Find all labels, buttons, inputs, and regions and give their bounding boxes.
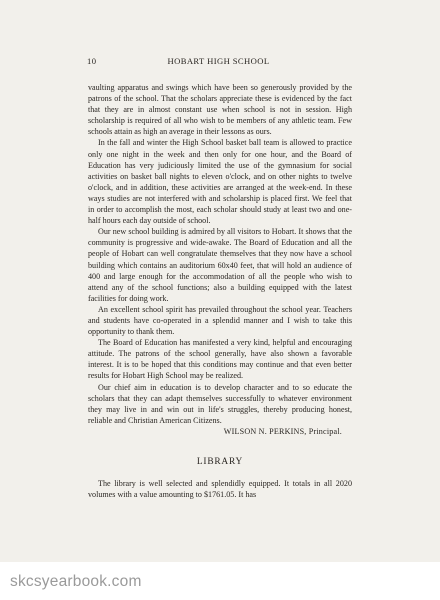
paragraph-aim: Our chief aim in education is to develop character and to so educate the scholars that they can adapt themselves successfully to whatever environment they may live in and win out in life's struggles, thereby producing honest, reliable and Christian American Citizens. bbox=[88, 382, 352, 425]
running-title: HOBART HIGH SCHOOL bbox=[167, 56, 270, 66]
paragraph-library: The library is well selected and splendidly equipped. It totals in all 2020 volumes with a value amounting to $1761.05. It has bbox=[88, 479, 352, 500]
paragraph-board: The Board of Education has manifested a very kind, helpful and encouraging attitude. The patrons of the school generally, have also shown a favorable interest. It is to be hoped that this conditions may continue and that even better results for Hobart High School may be realized. bbox=[88, 338, 352, 381]
watermark-text: skcsyearbook.com bbox=[10, 573, 142, 590]
paragraph-athletics: vaulting apparatus and swings which have been so generously provided by the patrons of the school. That the scholars appreciate these is evidenced by the fact that they are in almost constant use when school is not in session. High scholarship is required of all who wish to be members of any athletic team. Few schools attain as high an average in their lessons as ours. bbox=[88, 83, 352, 137]
paragraph-building: Our new school building is admired by all visitors to Hobart. It shows that the community is progressive and wide-awake. The Board of Education and all the people of Hobart can well congratulate themselves that they now have a school building which contains an auditorium 60x40 feet, that will hold an audience of 400 and large enough for the accommodation of all the people who wish to attend any of the school functions; also a building equipped with the latest facilities for doing work. bbox=[88, 227, 352, 303]
page-body bbox=[88, 82, 352, 500]
page-number: 10 bbox=[87, 56, 97, 66]
watermark-bar bbox=[0, 562, 440, 600]
paragraph-basketball: In the fall and winter the High School basket ball team is allowed to practice only one night in the week and then only for one hour, and the Board of Education has very judiciously limited the use of the gymnasium for social activities on basket ball nights to eleven o'clock, and on other nights to twelve o'clock, and in addition, these activities are arranged at the week-end. In these ways studies are not interfered with and scholarship is placed first. We feel that in order to accomplish the most, each scholar should study at least two and one-half hours each day outside of school. bbox=[88, 138, 352, 226]
paragraph-school-spirit: An excellent school spirit has prevailed throughout the school year. Teachers and students have co-operated in a splendid manner and I wish to take this opportunity to thank them. bbox=[88, 304, 352, 337]
principal-signature: WILSON N. PERKINS, Principal. bbox=[223, 426, 342, 436]
page-header bbox=[87, 56, 350, 70]
library-heading: LIBRARY bbox=[196, 457, 244, 467]
